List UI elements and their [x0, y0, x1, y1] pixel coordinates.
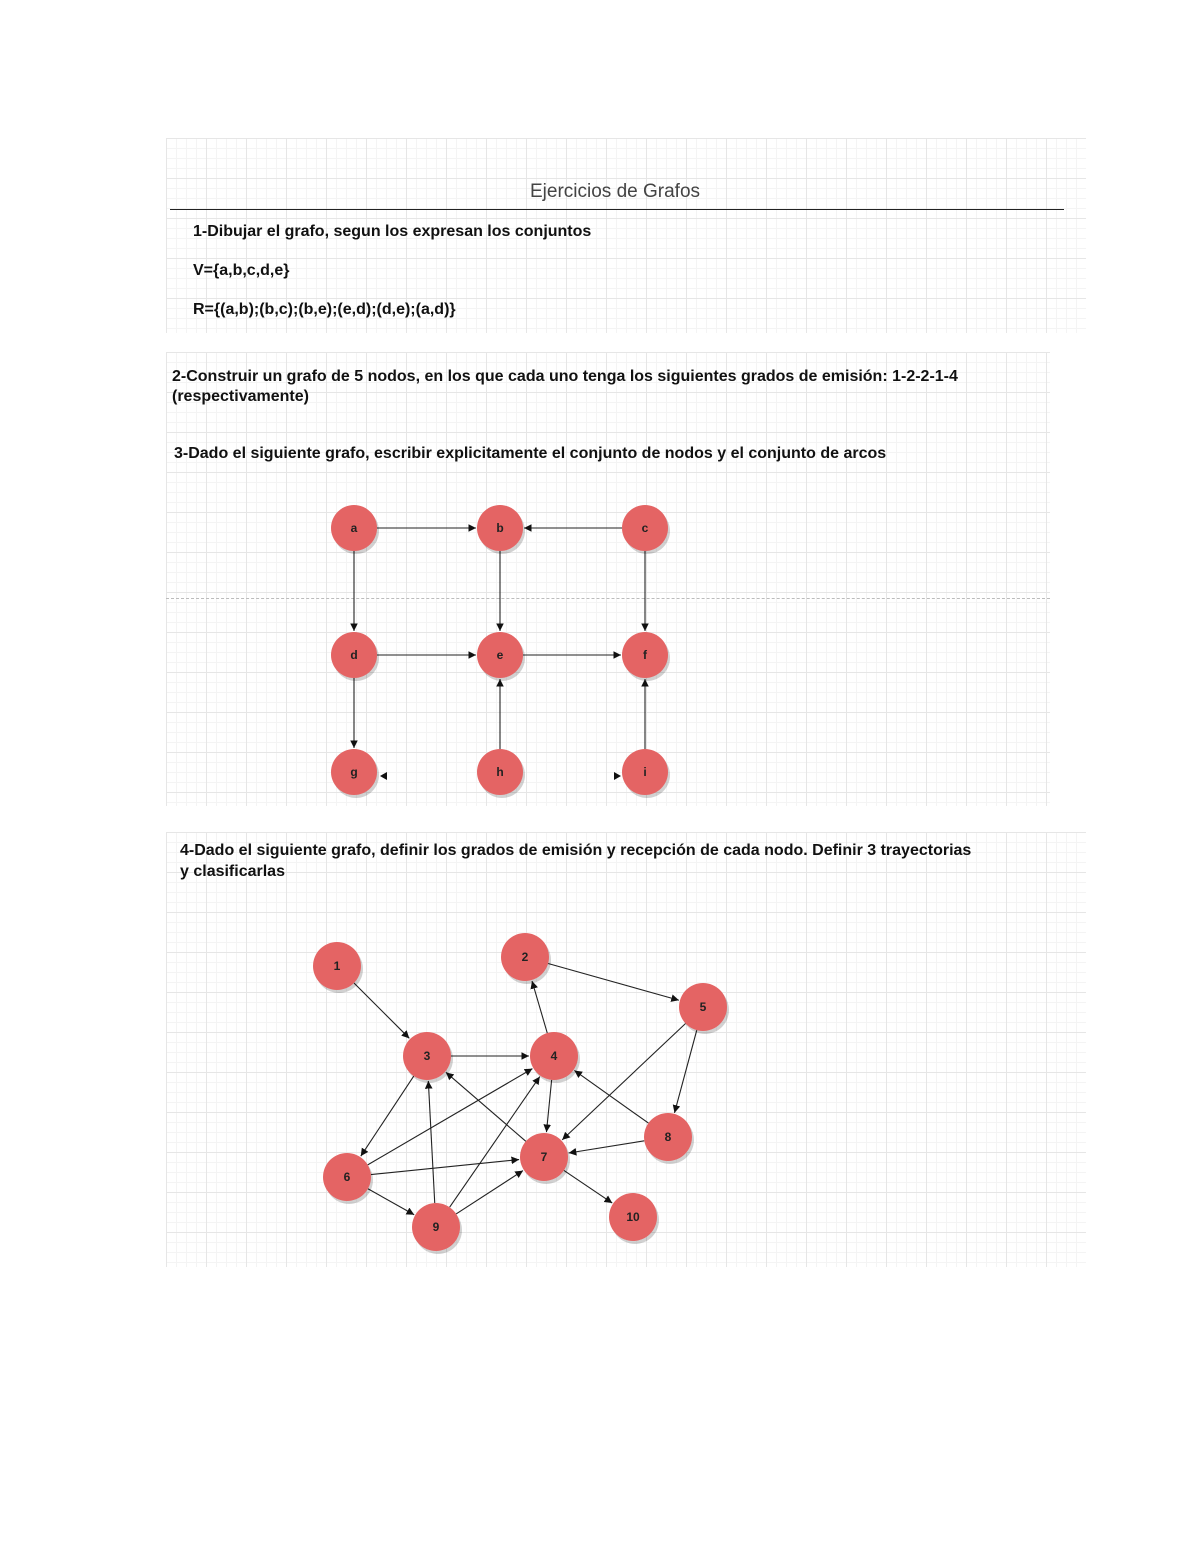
ex4-edge-5-8 [674, 1030, 696, 1113]
ex4-node-label-1: 1 [333, 959, 341, 973]
ex3-node-label-h: h [496, 765, 504, 779]
ex4-node-label-8: 8 [664, 1130, 672, 1144]
ex4-edge-4-2 [532, 981, 547, 1033]
ex4-edge-8-4 [574, 1070, 648, 1123]
exercise-1-relations: R={(a,b);(b,c);(b,e);(e,d);(d,e);(a,d)} [193, 301, 456, 318]
ex4-node-label-6: 6 [343, 1170, 351, 1184]
ex4-node-label-4: 4 [550, 1049, 558, 1063]
exercise-4-line-1: 4-Dado el siguiente grafo, definir los grados de emisión y recepción de cada nodo. Definir 3 trayectorias [180, 842, 972, 859]
ex4-edge-7-10 [564, 1170, 612, 1203]
ex4-edge-4-7 [546, 1080, 551, 1132]
exercise-1-vertices: V={a,b,c,d,e} [193, 262, 290, 279]
ex3-node-label-e: e [496, 648, 504, 662]
ex4-edge-6-7 [371, 1160, 519, 1175]
exercise-2-line-2: (respectivamente) [172, 388, 309, 405]
ex3-node-label-i: i [643, 765, 647, 779]
ex4-node-label-10: 10 [626, 1210, 640, 1224]
ex3-node-label-a: a [350, 521, 358, 535]
ex4-edge-7-3 [446, 1072, 526, 1141]
exercise-2-line-1: 2-Construir un grafo de 5 nodos, en los que cada uno tenga los siguientes grados de emisión: 1-2-2-1-4 [172, 368, 958, 385]
ex3-node-label-d: d [350, 648, 358, 662]
exercise-4-line-2: y clasificarlas [180, 863, 285, 880]
ex3-node-label-b: b [496, 521, 504, 535]
exercise-1-statement: 1-Dibujar el grafo, segun los expresan los conjuntos [193, 223, 592, 240]
ex4-edge-9-3 [428, 1081, 434, 1203]
ex4-node-label-7: 7 [540, 1150, 548, 1164]
ex3-node-label-g: g [350, 765, 358, 779]
ex4-edge-8-7 [569, 1141, 645, 1153]
page-title: Ejercicios de Grafos [530, 181, 701, 202]
ex3-node-label-f: f [643, 648, 647, 662]
exercise-3-statement: 3-Dado el siguiente grafo, escribir explicitamente el conjunto de nodos y el conjunto de arcos [174, 445, 887, 462]
ex3-node-label-c: c [641, 521, 649, 535]
ex4-edge-6-9 [368, 1189, 414, 1215]
ex4-edge-3-6 [361, 1076, 414, 1156]
ex4-edge-2-5 [548, 963, 679, 1000]
ex4-node-label-9: 9 [432, 1220, 440, 1234]
ex4-edge-9-7 [456, 1171, 523, 1214]
ex4-node-label-5: 5 [699, 1000, 707, 1014]
ex4-edge-6-4 [368, 1069, 533, 1165]
ex4-node-label-3: 3 [423, 1049, 431, 1063]
ex4-node-label-2: 2 [521, 950, 529, 964]
ex4-edge-1-3 [354, 983, 409, 1038]
